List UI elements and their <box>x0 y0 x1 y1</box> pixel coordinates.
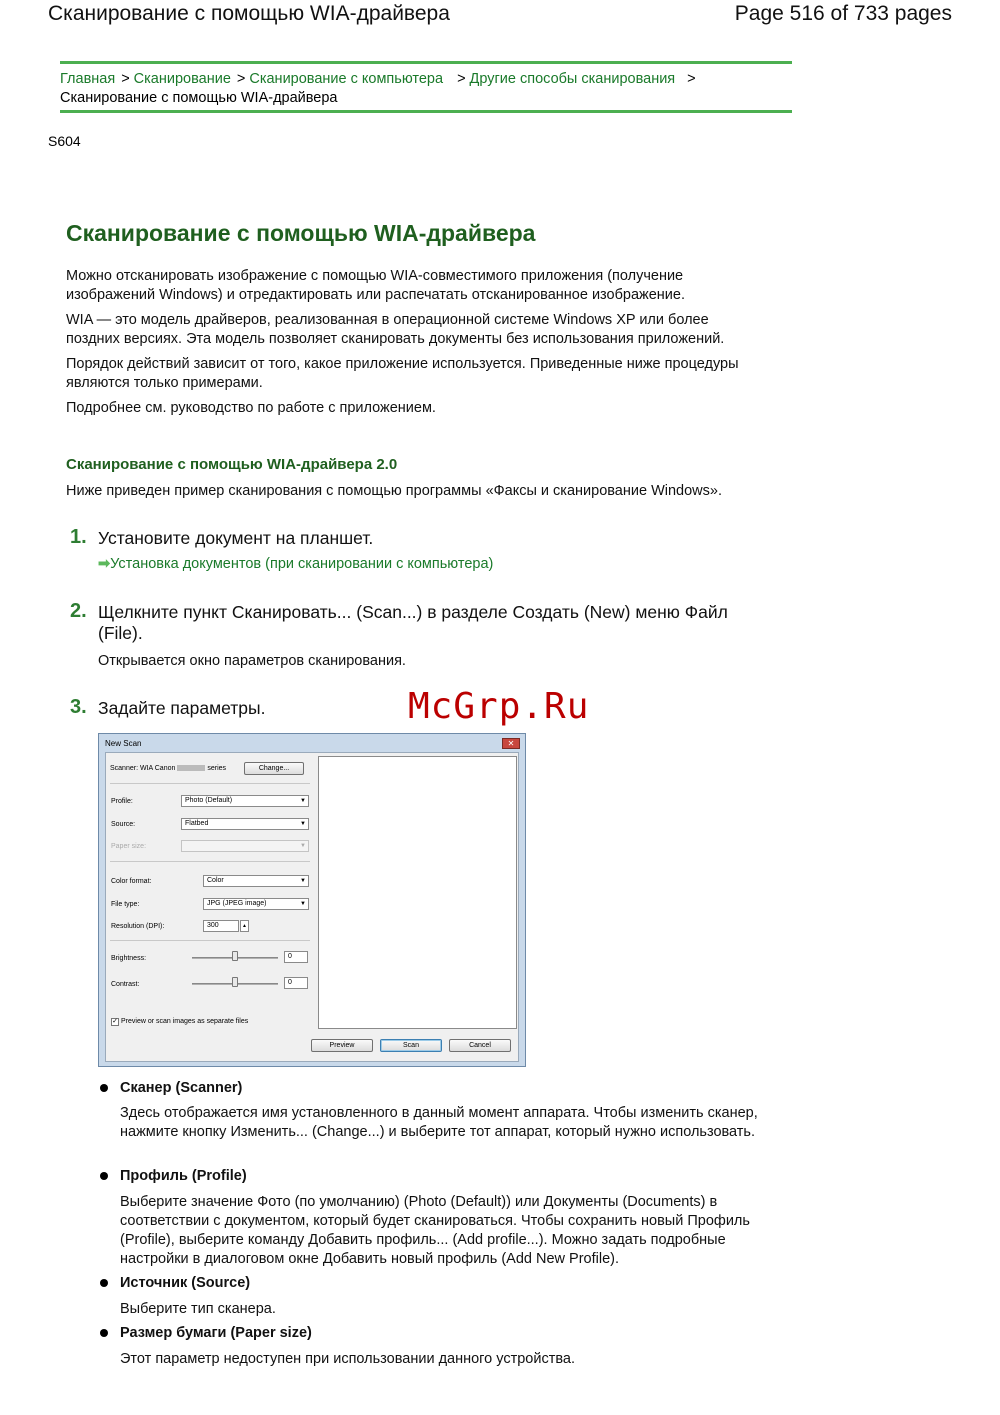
bullet-icon <box>100 1172 108 1180</box>
brightness-label: Brightness: <box>111 955 147 962</box>
breadcrumb-sep: > <box>457 71 466 87</box>
section-title: Сканирование с помощью WIA-драйвера 2.0 <box>66 456 398 473</box>
chevron-down-icon: ▼ <box>300 843 306 849</box>
paper-size-heading: Размер бумаги (Paper size) <box>120 1325 312 1341</box>
section-intro: Ниже приведен пример сканирования с помощью программы «Факсы и сканирование Windows». <box>66 483 722 499</box>
doc-code: S604 <box>48 133 81 149</box>
cancel-button[interactable]: Cancel <box>449 1039 511 1052</box>
new-scan-dialog <box>98 733 526 1067</box>
chevron-down-icon: ▼ <box>300 901 306 907</box>
step-text: Щелкните пункт Сканировать... (Scan...) в разделе Создать (New) меню Файл (File). <box>98 602 728 643</box>
source-value: Flatbed <box>185 820 209 827</box>
color-format-label: Color format: <box>111 878 152 885</box>
intro-paragraph: Можно отсканировать изображение с помощью WIA-совместимого приложения (получение изображений Windows) и отредактировать или распечатать отсканированное изображение. <box>66 268 686 303</box>
source-heading: Источник (Source) <box>120 1275 251 1291</box>
checkmark-icon: ✓ <box>112 1018 118 1025</box>
file-type-label: File type: <box>111 901 140 908</box>
scanner-suffix: series <box>207 765 227 772</box>
manual-paragraph: Подробнее см. руководство по работе с приложением. <box>66 400 436 416</box>
source-select[interactable] <box>181 818 309 830</box>
scanner-description: Здесь отображается имя установленного в данный момент аппарата. Чтобы изменить сканер, нажмите кнопку Изменить... (Change...) и выберите тот аппарат, который нужно использовать. <box>120 1105 758 1140</box>
step-number: 2. <box>70 600 87 622</box>
breadcrumb-current: Сканирование с помощью WIA-драйвера <box>60 90 338 106</box>
scanner-label <box>110 765 226 772</box>
paper-size-description: Этот параметр недоступен при использовании данного устройства. <box>120 1351 575 1367</box>
step-text: Установите документ на планшет. <box>98 528 374 548</box>
contrast-label: Contrast: <box>111 981 140 988</box>
scanner-name: Scanner: WIA Canon <box>110 765 176 772</box>
breadcrumb-sep: > <box>236 71 246 87</box>
brightness-thumb[interactable] <box>232 951 238 961</box>
arrow-right-icon: ➡ <box>98 556 111 572</box>
change-button[interactable]: Change... <box>244 762 304 775</box>
color-format-value: Color <box>207 877 224 884</box>
breadcrumb-sep: > <box>687 71 696 87</box>
resolution-input[interactable]: 300 <box>203 920 239 932</box>
profile-select[interactable] <box>181 795 309 807</box>
scan-preview-area <box>318 756 517 1029</box>
brightness-input[interactable]: 0 <box>284 951 308 963</box>
step-text: Задайте параметры. <box>98 698 266 718</box>
procedure-paragraph: Порядок действий зависит от того, какое приложение используется. Приведенные ниже процедуры являются только примерами. <box>66 356 739 391</box>
profile-description: Выберите значение Фото (по умолчанию) (Photo (Default)) или Документы (Documents) в соответствии с документом, который будет сканироваться. Чтобы сохранить новый Профиль (Profile), выберите команду Добавить профиль... (Add profile...). Можно задать подробные настройки в диалоговом окне Добавить новый профиль (Add New Profile). <box>120 1194 750 1267</box>
bullet-icon <box>100 1084 108 1092</box>
source-description: Выберите тип сканера. <box>120 1301 276 1317</box>
profile-heading: Профиль (Profile) <box>120 1168 247 1184</box>
file-type-select[interactable] <box>203 898 309 910</box>
profile-label: Profile: <box>111 798 133 805</box>
dialog-title: New Scan <box>105 739 142 748</box>
wia-paragraph: WIA — это модель драйверов, реализованная в операционной системе Windows XP или более поздних версиях. Эта модель позволяет сканировать документы без использования приложений. <box>66 312 725 347</box>
breadcrumb-sep: > <box>121 71 130 87</box>
contrast-input[interactable]: 0 <box>284 977 308 989</box>
breadcrumb-scanning[interactable]: Сканирование <box>133 71 231 87</box>
separate-files-checkbox[interactable] <box>111 1018 119 1026</box>
close-icon[interactable]: ✕ <box>502 738 520 749</box>
dialog-body <box>105 752 519 1062</box>
chevron-down-icon: ▼ <box>300 821 306 827</box>
profile-value: Photo (Default) <box>185 797 233 804</box>
breadcrumb <box>60 61 792 113</box>
breadcrumb-scan-from-computer[interactable]: Сканирование с компьютера <box>249 71 444 87</box>
step-number: 3. <box>70 696 87 718</box>
bullet-icon <box>100 1329 108 1337</box>
divider <box>110 940 310 941</box>
scanner-heading: Сканер (Scanner) <box>120 1080 243 1096</box>
source-label: Source: <box>111 821 136 828</box>
link-text[interactable]: Установка документов (при сканировании с компьютера) <box>110 556 494 572</box>
bullet-icon <box>100 1279 108 1287</box>
breadcrumb-other-methods[interactable]: Другие способы сканирования <box>469 71 676 87</box>
spin-up-icon: ▲ <box>242 923 247 929</box>
resolution-label: Resolution (DPI): <box>111 923 165 930</box>
redacted-model <box>177 765 205 771</box>
watermark: McGrp.Ru <box>408 686 590 727</box>
file-type-value: JPG (JPEG image) <box>207 900 267 907</box>
paper-size-label: Paper size: <box>111 843 147 850</box>
chevron-down-icon: ▼ <box>300 878 306 884</box>
breadcrumb-home[interactable]: Главная <box>60 71 116 87</box>
divider <box>110 861 310 862</box>
separate-files-label: Preview or scan images as separate files <box>121 1018 249 1025</box>
chevron-down-icon: ▼ <box>300 798 306 804</box>
paper-size-select <box>181 840 309 852</box>
contrast-thumb[interactable] <box>232 977 238 987</box>
page-title: Сканирование с помощью WIA-драйвера <box>66 220 536 246</box>
divider <box>110 783 310 784</box>
place-document-link[interactable] <box>98 556 493 572</box>
scan-button[interactable]: Scan <box>380 1039 442 1052</box>
step-note: Открывается окно параметров сканирования. <box>98 653 406 669</box>
color-format-select[interactable] <box>203 875 309 887</box>
preview-button[interactable]: Preview <box>311 1039 373 1052</box>
resolution-spinner[interactable] <box>240 920 249 932</box>
step-number: 1. <box>70 526 87 548</box>
page-counter: Page 516 of 733 pages <box>734 2 952 25</box>
header-title: Сканирование с помощью WIA-драйвера <box>48 2 450 25</box>
